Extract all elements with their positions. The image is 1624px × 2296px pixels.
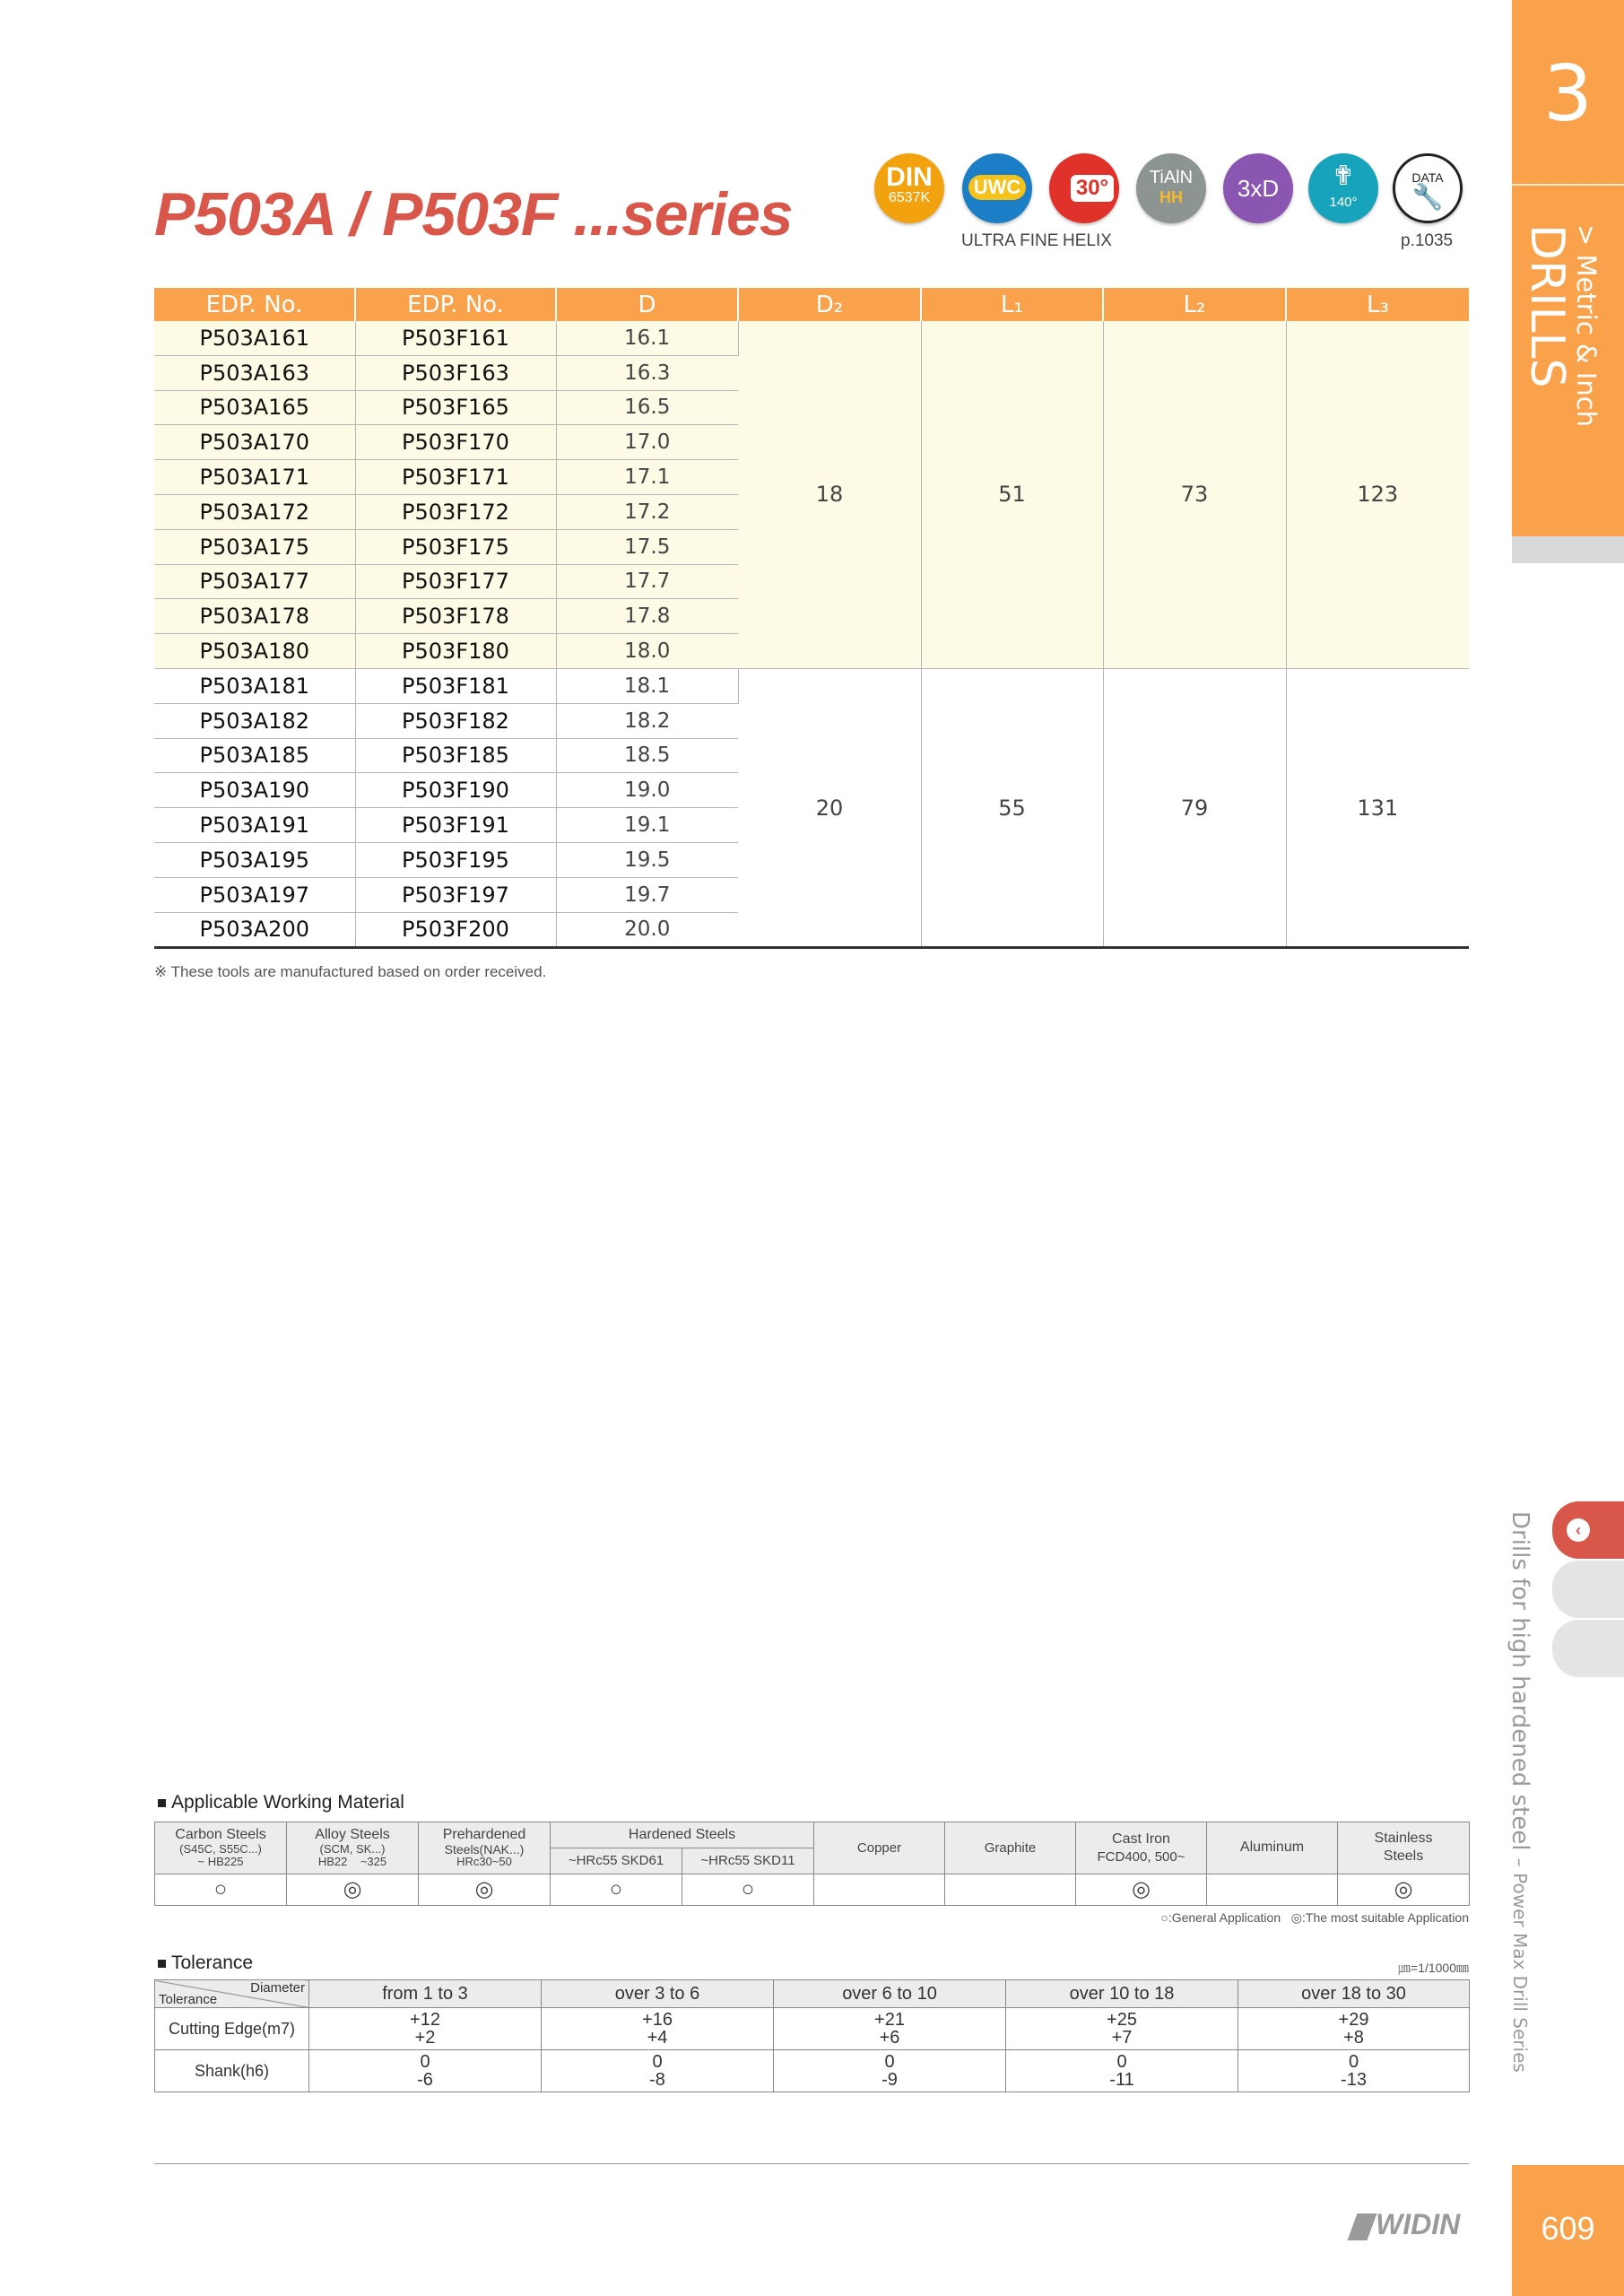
uwc-icon-text: UWC: [968, 175, 1026, 200]
edp-f-cell: P503F172: [355, 494, 556, 529]
col-edp-a: EDP. No.: [154, 288, 355, 321]
lower-dev: -8: [649, 2070, 665, 2090]
point-angle-icon: [1308, 153, 1378, 223]
edp-f-cell: P503F161: [355, 321, 556, 355]
brand-name: WIDIN: [1376, 2208, 1461, 2240]
order-note: ※ These tools are manufactured based on order received.: [154, 963, 547, 980]
edp-f-cell: P503F190: [355, 773, 556, 808]
upper-dev: +21: [874, 2010, 905, 2030]
upper-dev: +29: [1338, 2010, 1369, 2030]
alloy-steels-header: [287, 1822, 419, 1874]
edp-f-cell: P503F181: [355, 668, 556, 703]
diameter-cell: 19.5: [556, 842, 738, 877]
upper-dev: 0: [884, 2052, 895, 2072]
l1-cell: 55: [921, 668, 1103, 947]
l3-cell: 123: [1286, 321, 1469, 668]
helix-icon: [1049, 153, 1119, 223]
suitability-symbol: ◎: [287, 1874, 419, 1906]
suitability-row: [155, 1874, 1470, 1906]
diameter-cell: 17.1: [556, 460, 738, 495]
suitability-symbol: ◎: [419, 1874, 551, 1906]
helix-label: HELIX: [1063, 231, 1112, 250]
col-l1: L₁: [921, 288, 1103, 321]
edp-a-cell: P503A171: [154, 460, 355, 495]
edp-a-cell: P503A163: [154, 355, 355, 390]
brand-logo: [1352, 2208, 1460, 2241]
diameter-cell: 17.0: [556, 425, 738, 460]
diameter-cell: 18.0: [556, 634, 738, 669]
3xd-icon: [1223, 153, 1293, 223]
shank-row: [155, 2050, 1470, 2092]
upper-dev: +16: [642, 2010, 673, 2030]
diameter-cell: 16.5: [556, 390, 738, 425]
hardened-skd11-header: ~HRc55 SKD11: [682, 1848, 814, 1874]
lower-dev: +8: [1343, 2028, 1364, 2048]
prehardened-grades: Steels(NAK...): [444, 1841, 525, 1857]
lower-dev: -13: [1341, 2070, 1367, 2090]
edp-a-cell: P503A180: [154, 634, 355, 669]
upper-dev: 0: [1116, 2052, 1127, 2072]
prehardened-name: Prehardened: [442, 1826, 526, 1842]
nav-tab-active[interactable]: [1552, 1501, 1624, 1559]
upper-dev: 0: [652, 2052, 663, 2072]
edp-a-cell: P503A177: [154, 564, 355, 599]
edp-a-cell: P503A170: [154, 425, 355, 460]
hardened-steels-header: Hardened Steels: [551, 1822, 814, 1848]
alloy-steels-hardness: HB22 ~325: [317, 1854, 387, 1868]
cutting-edge-row: [155, 2008, 1470, 2050]
tolerance-cell: [1006, 2008, 1238, 2050]
upper-dev: 0: [1348, 2052, 1359, 2072]
tolerance-cell: [309, 2008, 542, 2050]
diameter-cell: 17.5: [556, 529, 738, 564]
chevron-icon: ‹: [1567, 1518, 1590, 1542]
suitability-symbol: ○: [155, 1874, 287, 1906]
suitability-legend: ○:General Application ◎:The most suitable Application: [1160, 1910, 1469, 1925]
diameter-cell: 18.1: [556, 668, 738, 703]
upper-dev: +12: [410, 2010, 440, 2030]
edp-f-cell: P503F170: [355, 425, 556, 460]
edp-a-cell: P503A195: [154, 842, 355, 877]
table-row: [154, 668, 1469, 703]
chapter-divider: [1512, 184, 1624, 186]
col-edp-f: EDP. No.: [355, 288, 556, 321]
edp-f-cell: P503F180: [355, 634, 556, 669]
carbon-steels-name: Carbon Steels: [175, 1827, 266, 1843]
edp-f-cell: P503F175: [355, 529, 556, 564]
diameter-cell: 17.8: [556, 599, 738, 634]
edp-a-cell: P503A200: [154, 912, 355, 948]
footer-rule: [154, 2163, 1469, 2164]
hardened-skd61-header: ~HRc55 SKD61: [551, 1848, 682, 1874]
edp-a-cell: P503A175: [154, 529, 355, 564]
section-name: Drills for high hardened steel: [1507, 1511, 1533, 1851]
table-header-row: [154, 288, 1469, 321]
helix-icon-text: 30°: [1071, 175, 1114, 202]
tolerance-corner: [155, 1980, 309, 2008]
edp-f-cell: P503F197: [355, 877, 556, 912]
materials-title-text: Applicable Working Material: [171, 1792, 404, 1813]
col-d: D: [556, 288, 738, 321]
carbon-steels-hardness: ~ HB225: [197, 1854, 244, 1868]
shank-label: Shank(h6): [155, 2050, 309, 2092]
copper-header: Copper: [814, 1822, 945, 1874]
din-icon-text: DIN: [886, 162, 933, 192]
edp-a-cell: P503A161: [154, 321, 355, 355]
nav-tab-3[interactable]: [1552, 1620, 1624, 1677]
aluminum-header: Aluminum: [1207, 1822, 1338, 1874]
col-l3: L₃: [1286, 288, 1469, 321]
suitability-symbol: ○: [682, 1874, 814, 1906]
d2-cell: 18: [738, 321, 921, 668]
range-header: over 18 to 30: [1238, 1980, 1470, 2008]
tialn-icon: [1136, 153, 1206, 223]
chapter-tab-bottom: [1512, 536, 1624, 563]
upper-dev: +25: [1107, 2010, 1137, 2030]
l2-cell: 79: [1103, 668, 1286, 947]
tialn-icon-text: TiAlN: [1149, 168, 1194, 187]
page-number-box: [1512, 2165, 1624, 2296]
diameter-cell: 19.0: [556, 773, 738, 808]
range-header: over 6 to 10: [774, 1980, 1006, 2008]
edp-f-cell: P503F200: [355, 912, 556, 948]
diameter-cell: 18.2: [556, 703, 738, 738]
suitability-symbol: [1207, 1874, 1338, 1906]
diameter-cell: 16.3: [556, 355, 738, 390]
din-icon-sub: 6537K: [888, 190, 931, 205]
materials-header-row: [155, 1822, 1470, 1848]
range-header: from 1 to 3: [309, 1980, 542, 2008]
edp-a-cell: P503A197: [154, 877, 355, 912]
edp-a-cell: P503A178: [154, 599, 355, 634]
edp-f-cell: P503F165: [355, 390, 556, 425]
page-number: 609: [1541, 2210, 1595, 2247]
corner-diameter: Diameter: [250, 1980, 305, 1996]
col-d2: D₂: [738, 288, 921, 321]
upper-dev: 0: [420, 2052, 430, 2072]
data-icon-text: DATA: [1411, 170, 1444, 185]
stainless-name: Stainless: [1374, 1831, 1433, 1847]
diameter-cell: 20.0: [556, 912, 738, 948]
lower-dev: +4: [647, 2028, 668, 2048]
series-title: P503A / P503F ...series: [154, 180, 793, 248]
tolerance-cell: [542, 2050, 774, 2092]
edp-a-cell: P503A185: [154, 738, 355, 773]
corner-tolerance: Tolerance: [159, 1992, 218, 2007]
graphite-header: Graphite: [945, 1822, 1076, 1874]
lower-dev: +2: [414, 2028, 436, 2048]
diameter-cell: 17.7: [556, 564, 738, 599]
bullet-square-icon: [158, 1960, 166, 1968]
edp-f-cell: P503F177: [355, 564, 556, 599]
l2-cell: 73: [1103, 321, 1286, 668]
stainless-header: [1338, 1822, 1470, 1874]
edp-f-cell: P503F182: [355, 703, 556, 738]
tolerance-cell: [309, 2050, 542, 2092]
alloy-steels-grades: (SCM, SK...): [319, 1842, 386, 1857]
range-header: over 10 to 18: [1006, 1980, 1238, 2008]
wrench-glyph: 🔧: [1411, 183, 1444, 211]
brand-mark-icon: [1348, 2213, 1377, 2240]
tolerance-header-row: [155, 1980, 1470, 2008]
cast-iron-grades: FCD400, 500~: [1097, 1848, 1185, 1865]
edp-a-cell: P503A165: [154, 390, 355, 425]
diameter-cell: 18.5: [556, 738, 738, 773]
edp-a-cell: P503A181: [154, 668, 355, 703]
ultra-fine-label: ULTRA FINE: [961, 231, 1059, 250]
tolerance-cell: [542, 2008, 774, 2050]
lower-dev: -11: [1109, 2070, 1134, 2090]
data-page-ref[interactable]: p.1035: [1401, 231, 1454, 250]
unit-note: ㎛=1/1000㎜: [1398, 1961, 1469, 1975]
materials-table: [154, 1822, 1470, 1906]
diameter-cell: 16.1: [556, 321, 738, 355]
diameter-cell: 19.7: [556, 877, 738, 912]
diameter-cell: 19.1: [556, 808, 738, 843]
materials-title: [158, 1792, 404, 1813]
tialn-icon-sub: HH: [1159, 188, 1183, 206]
lower-dev: +7: [1111, 2028, 1133, 2048]
prehardened-hardness: HRc30~50: [456, 1855, 512, 1869]
tolerance-cell: [774, 2050, 1006, 2092]
tolerance-title: [158, 1952, 253, 1974]
din-icon: [874, 153, 944, 223]
l1-cell: 51: [921, 321, 1103, 668]
edp-f-cell: P503F191: [355, 808, 556, 843]
chapter-subtitle: > Metric & Inch: [1571, 224, 1602, 427]
tolerance-cell: [1006, 2050, 1238, 2092]
carbon-steels-grades: (S45C, S55C...): [179, 1842, 262, 1857]
drill-point-glyph: ✟: [1332, 161, 1355, 191]
uwc-icon: [962, 153, 1032, 223]
suitability-symbol: [814, 1874, 945, 1906]
edp-a-cell: P503A172: [154, 494, 355, 529]
suitability-symbol: [945, 1874, 1076, 1906]
suitability-symbol: ○: [551, 1874, 682, 1906]
cast-iron-name: Cast Iron: [1112, 1831, 1170, 1847]
lower-dev: +6: [879, 2028, 900, 2048]
l3-cell: 131: [1286, 668, 1469, 947]
prehardened-header: [419, 1822, 551, 1874]
range-header: over 3 to 6: [542, 1980, 774, 2008]
tolerance-table: [154, 1979, 1470, 2092]
series-name: – Power Max Drill Series: [1509, 1857, 1531, 2073]
edp-f-cell: P503F171: [355, 460, 556, 495]
suitability-symbol: ◎: [1338, 1874, 1470, 1906]
table-row: [154, 321, 1469, 355]
edp-f-cell: P503F195: [355, 842, 556, 877]
tolerance-title-text: Tolerance: [171, 1952, 254, 1973]
stainless-name-2: Steels: [1383, 1848, 1424, 1864]
col-l2: L₂: [1103, 288, 1286, 321]
product-table: [154, 288, 1469, 949]
edp-f-cell: P503F163: [355, 355, 556, 390]
tolerance-cell: [1238, 2008, 1470, 2050]
alloy-steels-name: Alloy Steels: [315, 1827, 390, 1843]
edp-a-cell: P503A182: [154, 703, 355, 738]
suitability-symbol: ◎: [1076, 1874, 1207, 1906]
nav-tab-2[interactable]: [1552, 1561, 1624, 1618]
bullet-square-icon: [158, 1799, 166, 1807]
cutting-edge-label: Cutting Edge(m7): [155, 2008, 309, 2050]
tolerance-cell: [774, 2008, 1006, 2050]
point-angle-icon-text: 140°: [1329, 195, 1358, 210]
lower-dev: -9: [881, 2070, 898, 2090]
lower-dev: -6: [417, 2070, 433, 2090]
carbon-steels-header: [155, 1822, 287, 1874]
edp-f-cell: P503F178: [355, 599, 556, 634]
chapter-number: 3: [1543, 49, 1593, 139]
chapter-title: DRILLS: [1520, 224, 1574, 388]
cast-iron-header: [1076, 1822, 1207, 1874]
section-label: [1507, 1511, 1533, 2073]
3xd-icon-text: 3xD: [1237, 175, 1280, 202]
d2-cell: 20: [738, 668, 921, 947]
edp-f-cell: P503F185: [355, 738, 556, 773]
edp-a-cell: P503A191: [154, 808, 355, 843]
tolerance-cell: [1238, 2050, 1470, 2092]
data-icon[interactable]: [1393, 153, 1463, 223]
diameter-cell: 17.2: [556, 494, 738, 529]
edp-a-cell: P503A190: [154, 773, 355, 808]
